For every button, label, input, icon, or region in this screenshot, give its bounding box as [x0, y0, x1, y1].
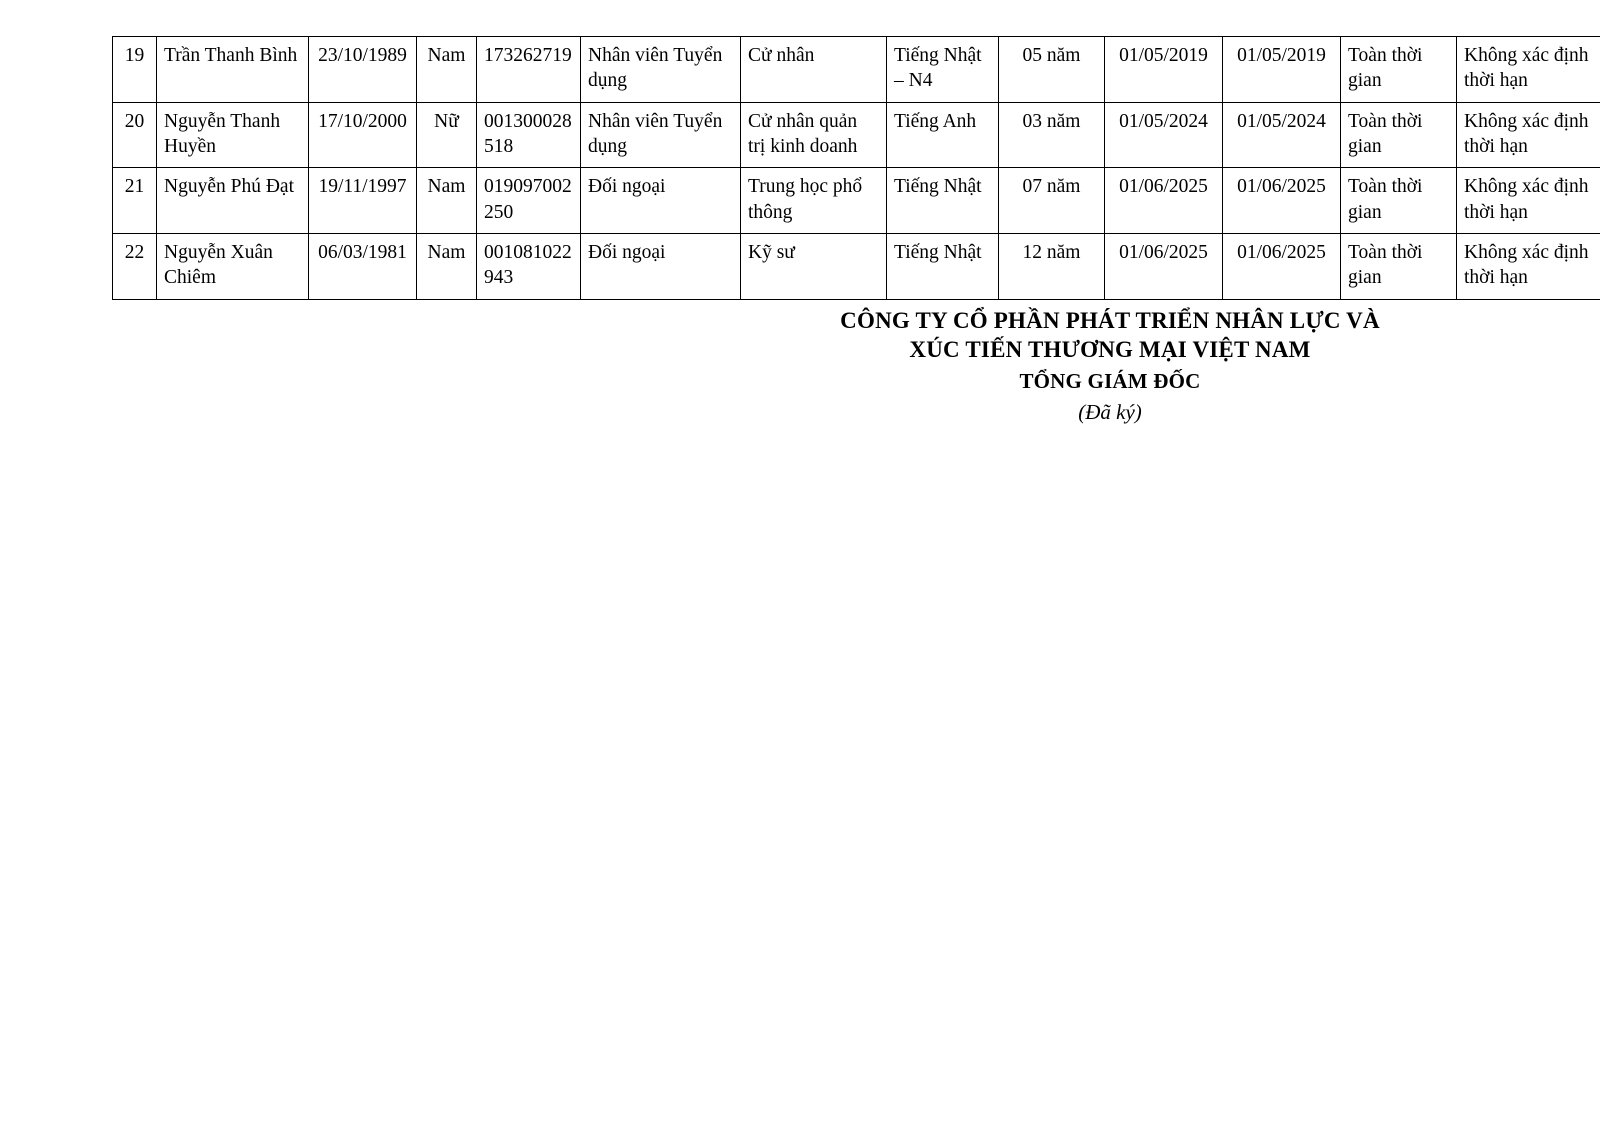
cell-education: Cử nhân quản trị kinh doanh	[741, 102, 887, 168]
cell-term: Không xác định thời hạn	[1457, 168, 1600, 234]
cell-date-to: 01/05/2024	[1223, 102, 1341, 168]
cell-term: Không xác định thời hạn	[1457, 234, 1600, 300]
cell-position: Nhân viên Tuyển dụng	[581, 37, 741, 103]
cell-experience: 05 năm	[999, 37, 1105, 103]
cell-sex: Nam	[417, 234, 477, 300]
cell-name: Nguyễn Thanh Huyền	[157, 102, 309, 168]
cell-education: Cử nhân	[741, 37, 887, 103]
cell-id: 173262719	[477, 37, 581, 103]
cell-term: Không xác định thời hạn	[1457, 37, 1600, 103]
cell-work-type: Toàn thời gian	[1341, 234, 1457, 300]
table-row	[113, 102, 1600, 168]
cell-sex: Nam	[417, 168, 477, 234]
cell-date-from: 01/05/2019	[1105, 37, 1223, 103]
cell-position: Đối ngoại	[581, 234, 741, 300]
cell-date-from: 01/06/2025	[1105, 234, 1223, 300]
signer-title: TỔNG GIÁM ĐỐC	[1019, 368, 1201, 393]
cell-date-to: 01/05/2019	[1223, 37, 1341, 103]
cell-date-from: 01/06/2025	[1105, 168, 1223, 234]
cell-date-from: 01/05/2024	[1105, 102, 1223, 168]
cell-education: Trung học phổ thông	[741, 168, 887, 234]
cell-stt: 22	[113, 234, 157, 300]
cell-experience: 03 năm	[999, 102, 1105, 168]
cell-id: 019097002250	[477, 168, 581, 234]
cell-position: Nhân viên Tuyển dụng	[581, 102, 741, 168]
cell-id: 001300028518	[477, 102, 581, 168]
cell-sex: Nam	[417, 37, 477, 103]
signature-block	[760, 306, 1460, 425]
roster-table	[112, 36, 1600, 300]
cell-stt: 19	[113, 37, 157, 103]
cell-dob: 17/10/2000	[309, 102, 417, 168]
cell-date-to: 01/06/2025	[1223, 234, 1341, 300]
cell-work-type: Toàn thời gian	[1341, 37, 1457, 103]
cell-dob: 23/10/1989	[309, 37, 417, 103]
cell-language: Tiếng Nhật – N4	[887, 37, 999, 103]
signed-note: (Đã ký)	[1078, 399, 1142, 424]
roster-table-body	[113, 37, 1600, 300]
cell-sex: Nữ	[417, 102, 477, 168]
cell-experience: 12 năm	[999, 234, 1105, 300]
company-name-line-1: CÔNG TY CỔ PHẦN PHÁT TRIỂN NHÂN LỰC VÀ	[840, 308, 1380, 333]
company-name-line-2: XÚC TIẾN THƯƠNG MẠI VIỆT NAM	[909, 337, 1311, 363]
cell-language: Tiếng Anh	[887, 102, 999, 168]
cell-dob: 19/11/1997	[309, 168, 417, 234]
cell-position: Đối ngoại	[581, 168, 741, 234]
cell-education: Kỹ sư	[741, 234, 887, 300]
cell-dob: 06/03/1981	[309, 234, 417, 300]
cell-stt: 20	[113, 102, 157, 168]
table-row	[113, 168, 1600, 234]
cell-work-type: Toàn thời gian	[1341, 102, 1457, 168]
cell-work-type: Toàn thời gian	[1341, 168, 1457, 234]
cell-term: Không xác định thời hạn	[1457, 102, 1600, 168]
table-row	[113, 234, 1600, 300]
cell-name: Nguyễn Xuân Chiêm	[157, 234, 309, 300]
roster-table-container	[112, 36, 1589, 300]
cell-stt: 21	[113, 168, 157, 234]
cell-language: Tiếng Nhật	[887, 168, 999, 234]
cell-name: Trần Thanh Bình	[157, 37, 309, 103]
cell-id: 001081022943	[477, 234, 581, 300]
cell-name: Nguyễn Phú Đạt	[157, 168, 309, 234]
cell-language: Tiếng Nhật	[887, 234, 999, 300]
cell-experience: 07 năm	[999, 168, 1105, 234]
table-row	[113, 37, 1600, 103]
cell-date-to: 01/06/2025	[1223, 168, 1341, 234]
